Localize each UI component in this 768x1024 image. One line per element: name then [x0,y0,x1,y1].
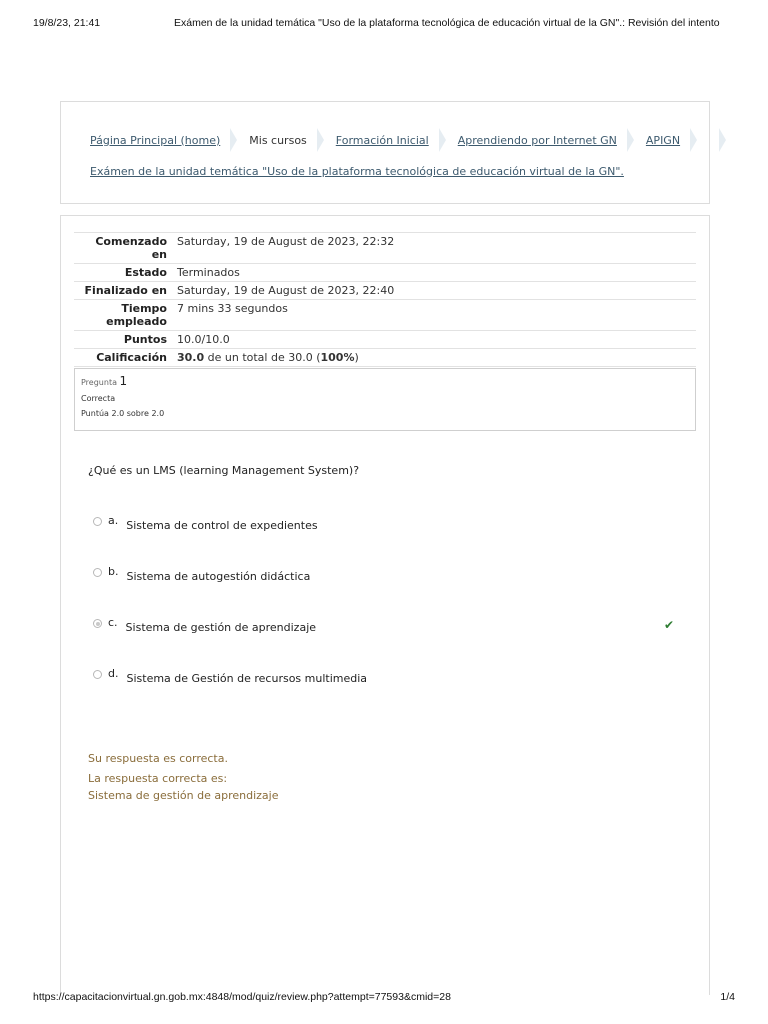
grade-close: ) [354,351,359,364]
radio-button-checked[interactable] [93,619,102,628]
print-date: 19/8/23, 21:41 [33,17,101,29]
breadcrumb-formacion-link[interactable]: Formación Inicial [335,133,429,147]
summary-row [74,300,696,331]
answer-option[interactable] [93,667,368,685]
question-state: Correcta [81,394,116,403]
summary-value: Terminados [172,264,696,282]
question-grade: Puntúa 2.0 sobre 2.0 [81,409,165,418]
question-info-box [74,368,696,431]
option-text: Sistema de Gestión de recursos multimedia [126,672,368,685]
option-text: Sistema de autogestión didáctica [126,570,311,583]
print-page-title: Exámen de la unidad temática "Uso de la plataforma tecnológica de educación virtual de la GN".: Revisión del intento [174,17,720,29]
print-url: https://capacitacionvirtual.gn.gob.mx:4848/mod/quiz/review.php?attempt=77593&cmid=28 [33,991,451,1003]
radio-button[interactable] [93,517,102,526]
breadcrumb-home-link[interactable]: Página Principal (home) [90,133,221,147]
breadcrumb-my-courses: Mis cursos [249,133,307,147]
option-text: Sistema de control de expedientes [126,519,318,532]
radio-button[interactable] [93,568,102,577]
breadcrumb-separator-icon [719,128,726,152]
print-footer [0,991,768,1005]
summary-row [74,233,696,264]
option-letter: c. [108,616,118,629]
answer-option-selected[interactable] [93,616,317,634]
question-number: 1 [119,374,128,388]
breadcrumb [90,128,699,183]
summary-value: Saturday, 19 de August de 2023, 22:40 [172,282,696,300]
summary-value: 7 mins 33 segundos [172,300,696,331]
summary-label: Finalizado en [74,282,172,300]
option-letter: a. [108,514,119,527]
breadcrumb-separator-icon [317,128,324,152]
breadcrumb-separator-icon [439,128,446,152]
summary-row [74,349,696,367]
grade-total: de un total de 30.0 ( [204,351,321,364]
feedback-result: Su respuesta es correcta. [88,752,228,765]
attempt-summary-table [74,232,696,367]
summary-value [172,349,696,367]
answer-option[interactable] [93,565,311,583]
breadcrumb-quiz-link[interactable]: Exámen de la unidad temática "Uso de la plataforma tecnológica de educación virtual de la GN". [90,164,624,178]
summary-row [74,282,696,300]
quiz-review-card [60,215,710,995]
breadcrumb-separator-icon [230,128,237,152]
feedback-correct-label: La respuesta correcta es: [88,772,228,785]
question-text: ¿Qué es un LMS (learning Management System)? [88,464,360,477]
summary-row [74,331,696,349]
answer-option[interactable] [93,514,318,532]
summary-label: Tiempo empleado [74,300,172,331]
grade-value: 30.0 [177,351,205,364]
summary-label: Comenzado en [74,233,172,264]
breadcrumb-aprendiendo-link[interactable]: Aprendiendo por Internet GN [457,133,617,147]
summary-label: Estado [74,264,172,282]
summary-label: Calificación [74,349,172,367]
breadcrumb-apign-link[interactable]: APIGN [645,133,681,147]
check-icon: ✔ [664,618,675,632]
print-header [0,17,768,31]
option-letter: d. [108,667,119,680]
feedback-correct-answer: Sistema de gestión de aprendizaje [88,789,279,802]
option-letter: b. [108,565,119,578]
breadcrumb-separator-icon [690,128,697,152]
grade-percent: 100% [320,351,355,364]
summary-row [74,264,696,282]
option-text: Sistema de gestión de aprendizaje [125,621,317,634]
breadcrumb-separator-icon [627,128,634,152]
radio-button[interactable] [93,670,102,679]
summary-label: Puntos [74,331,172,349]
breadcrumb-card [60,101,710,204]
question-label: Pregunta [81,378,117,387]
print-page-number: 1/4 [720,991,735,1003]
summary-value: 10.0/10.0 [172,331,696,349]
summary-value: Saturday, 19 de August de 2023, 22:32 [172,233,696,264]
